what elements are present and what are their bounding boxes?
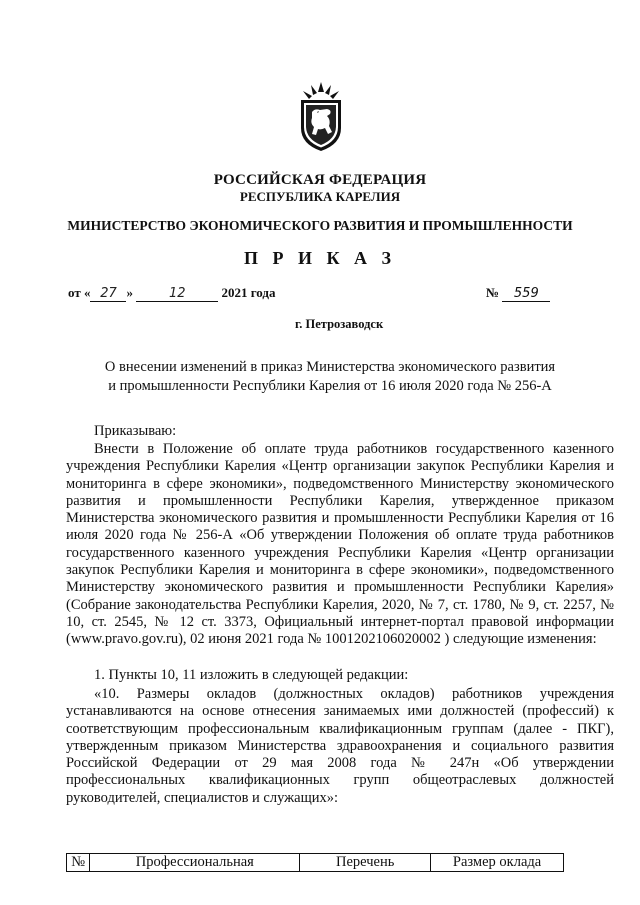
country-title: РОССИЙСКАЯ ФЕДЕРАЦИЯ <box>213 172 427 188</box>
date-day: 27 <box>90 286 126 302</box>
coat-of-arms-icon <box>297 82 345 152</box>
table-header-cell: Перечень <box>300 854 431 872</box>
document-subject: О внесении изменений в приказ Министерства экономического развития и промышленности Республики Карелия от 16 июля 2020 года № 256-А <box>104 359 556 394</box>
date-month: 12 <box>136 286 218 302</box>
document-type-title: П Р И К А З <box>243 248 397 268</box>
main-paragraph: Внести в Положение об оплате труда работников государственного казенного учреждения Республики Карелия «Центр организации закупок Республики Карелия и мониторинга в сфере экономики», подведомственного Министерству экономического развития и промышленности Республики Карелия, утвержденное приказом Министерства экономического развития и промышленности Республики Карелия от 16 июля 2020 года № 256-А «Об утверждении Положения об оплате труда работников государственного казенного учреждения Республики Карелия «Центр организации закупок Республики Карелия и мониторинга в сфере экономики», подведомственного Министерству экономического развития и промышленности Республики Карелия» (Собрание законодательства Республики Карелия, 2020, № 7, ст. 1780, № 9, ст. 2257, № 10, ст. 2545, № 12 ст. 3373, Официальный интернет-портал правовой информации (www.pravo.gov.ru), 02 июня 2021 года № 1001202106020002 ) следующие изменения: <box>66 441 614 648</box>
clause-10-paragraph: «10. Размеры окладов (должностных окладов) работников учреждения устанавливаются на основе отнесения занимаемых ими должностей (профессий) к соответствующим профессиональным квалификационным группам (далее - ПКГ), утвержденным приказом Министерства здравоохранения и социального развития Российской Федерации от 29 мая 2008 года № 247н «Об утверждении профессиональных квалификационных групп общеотраслевых должностей руководителей, специалистов и служащих»: <box>66 686 614 806</box>
intro-paragraph: Приказываю: <box>94 423 177 439</box>
date-prefix: от « <box>68 285 91 300</box>
order-number: 559 <box>502 286 550 302</box>
ministry-title: МИНИСТЕРСТВО ЭКОНОМИЧЕСКОГО РАЗВИТИЯ И ПРОМЫШЛЕННОСТИ <box>67 218 573 233</box>
salary-table <box>66 853 564 872</box>
table-header-cell: № <box>67 854 90 872</box>
number-label: № <box>486 285 500 300</box>
table-header-cell: Размер оклада <box>431 854 564 872</box>
table-header-cell: Профессиональная <box>90 854 300 872</box>
city-label: г. Петрозаводск <box>295 317 384 331</box>
date-mid: » <box>126 285 133 300</box>
item-1-paragraph: 1. Пункты 10, 11 изложить в следующей редакции: <box>94 667 409 683</box>
order-number-line <box>486 285 550 302</box>
region-title: РЕСПУБЛИКА КАРЕЛИЯ <box>239 189 401 204</box>
table-header-row <box>67 854 564 872</box>
date-year: 2021 года <box>221 285 276 300</box>
date-line <box>68 285 276 302</box>
